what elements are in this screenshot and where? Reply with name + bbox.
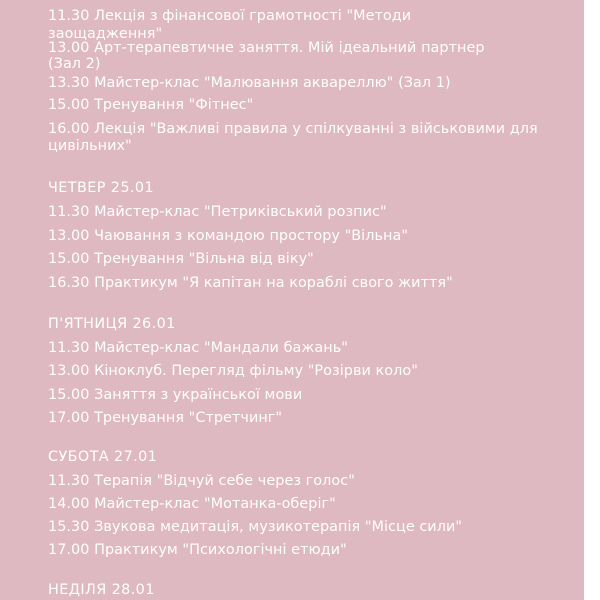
thursday-heading: ЧЕТВЕР 25.01 bbox=[48, 180, 154, 196]
thursday-event-4: 16.30 Практикум "Я капітан на кораблі свого життя" bbox=[48, 275, 453, 291]
friday-event-2: 13.00 Кіноклуб. Перегляд фільму "Розірви коло" bbox=[48, 363, 418, 379]
wednesday-event-1-line-1: 11.30 Лекція з фінансової грамотності "Методи bbox=[48, 8, 412, 24]
wednesday-event-2-line-1: 13.00 Арт-терапевтичне заняття. Мій ідеальний партнер bbox=[48, 40, 485, 56]
wednesday-event-3: 13.30 Майстер-клас "Малювання аквареллю" (Зал 1) bbox=[48, 75, 451, 91]
sunday-heading: НЕДІЛЯ 28.01 bbox=[48, 582, 155, 598]
saturday-event-1: 11.30 Терапія "Відчуй себе через голос" bbox=[48, 473, 355, 489]
friday-event-4: 17.00 Тренування "Стретчинг" bbox=[48, 410, 283, 426]
thursday-event-3: 15.00 Тренування "Вільна від віку" bbox=[48, 251, 314, 267]
friday-heading: П'ЯТНИЦЯ 26.01 bbox=[48, 316, 176, 332]
thursday-event-2: 13.00 Чаювання з командою простору "Вільна" bbox=[48, 228, 409, 244]
wednesday-event-4: 15.00 Тренування "Фітнес" bbox=[48, 97, 254, 113]
friday-event-1: 11.30 Майстер-клас "Мандали бажань" bbox=[48, 340, 348, 356]
wednesday-event-5-line-1: 16.00 Лекція "Важливі правила у спілкуванні з військовими для bbox=[48, 121, 538, 137]
wednesday-event-2-line-2: (Зал 2) bbox=[48, 56, 101, 72]
page-margin bbox=[584, 0, 600, 600]
friday-event-3: 15.00 Заняття з української мови bbox=[48, 387, 303, 403]
wednesday-event-1-line-2: заощадження" bbox=[48, 26, 163, 42]
thursday-event-1: 11.30 Майстер-клас "Петриківський розпис" bbox=[48, 204, 387, 220]
saturday-heading: СУБОТА 27.01 bbox=[48, 449, 158, 465]
saturday-event-4: 17.00 Практикум "Психологічні етюди" bbox=[48, 542, 347, 558]
saturday-event-2: 14.00 Майстер-клас "Мотанка-оберіг" bbox=[48, 496, 336, 512]
saturday-event-3: 15.30 Звукова медитація, музикотерапія "Місце сили" bbox=[48, 519, 463, 535]
wednesday-event-5-line-2: цивільних" bbox=[48, 138, 132, 154]
